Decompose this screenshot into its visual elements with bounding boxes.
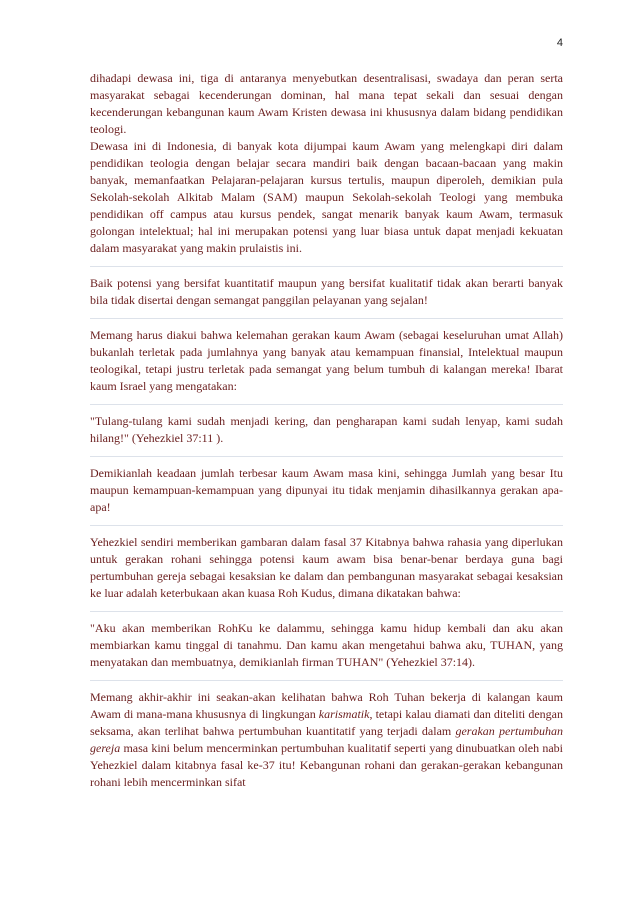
paragraph-9-italic-gerakan: gerakan pertumbuhan gereja — [90, 724, 563, 755]
paragraph-6: Demikianlah keadaan jumlah terbesar kaum Awam masa kini, sehingga Jumlah yang besar Itu maupun kemampuan-kemampuan yang dipunyai itu tidak menjamin dihasilkannya gerakan apa-apa! — [90, 465, 563, 526]
paragraph-9-segment-5: masa kini belum mencerminkan pertumbuhan kualitatif seperti yang dinubuatkan oleh nabi Yehezkiel dalam kitabnya fasal ke-37 itu! Kebangunan rohani dan gerakan-gerakan kebangunan rohani lebih mencerminkan sifat — [90, 741, 563, 789]
paragraph-7: Yehezkiel sendiri memberikan gambaran dalam fasal 37 Kitabnya bahwa rahasia yang diperlukan untuk gerakan rohani sehingga potensi kaum awam bisa benar-benar berdaya guna bagi pertumbuhan gereja sebagai kesaksian ke dalam dan pembangunan masyarakat sebagai kesaksian ke luar adalah keterbukaan akan kuasa Roh Kudus, dimana dikatakan bahwa: — [90, 534, 563, 612]
paragraph-2: Dewasa ini di Indonesia, di banyak kota dijumpai kaum Awam yang melengkapi diri dalam pendidikan teologia dengan belajar secara mandiri baik dengan bacaan-bacaan yang makin banyak, memanfaatkan Pelajaran-pelajaran kursus tertulis, maupun diperoleh, demikian pula Sekolah-sekolah Alkitab Malam (SAM) maupun Sekolah-sekolah Teologi yang membuka pendidikan off campus atau kursus pendek, sangat menarik banyak kaum Awam, termasuk golongan intelektual; hal ini merupakan potensi yang luar biasa untuk dapat menjadi kekuatan dalam masyarakat yang makin prulaistis ini. — [90, 138, 563, 267]
paragraph-9-segment-1: Memang akhir-akhir ini seakan-akan kelihatan bahwa Roh Tuhan bekerja di kalangan kaum Awam di mana-mana khususnya di lingkungan — [90, 690, 563, 721]
body-text — [90, 70, 563, 791]
paragraph-9 — [90, 689, 563, 791]
paragraph-3: Baik potensi yang bersifat kuantitatif maupun yang bersifat kualitatif tidak akan berarti banyak bila tidak disertai dengan semangat panggilan pelayanan yang sejalan! — [90, 275, 563, 319]
page-number: 4 — [556, 37, 563, 49]
quote-yehezkiel-37-11: "Tulang-tulang kami sudah menjadi kering, dan pengharapan kami sudah lenyap, kami sudah hilang!" (Yehezkiel 37:11 ). — [90, 413, 563, 457]
paragraph-1: dihadapi dewasa ini, tiga di antaranya menyebutkan desentralisasi, swadaya dan peran serta masyarakat sebagai kecenderungan dominan, hal mana tepat sekali dan sesuai dengan kecenderungan kebangunan kaum Awam Kristen dewasa ini khususnya dalam bidang pendidikan teologi. — [90, 71, 563, 136]
paragraph-9-segment-3: , tetapi kalau diamati dan diteliti dengan seksama, akan terlihat bahwa pertumbuhan kuantitatif yang terjadi dalam — [90, 707, 564, 738]
paragraph-9-italic-karismatik: karismatik — [318, 707, 370, 721]
quote-yehezkiel-37-14: "Aku akan memberikan RohKu ke dalammu, sehingga kamu hidup kembali dan aku akan membiarkan kamu tinggal di tanahmu. Dan kamu akan mengetahui bahwa aku, TUHAN, yang menyatakan dan membuatnya, demikianlah firman TUHAN" (Yehezkiel 37:14). — [90, 620, 563, 681]
paragraph-4: Memang harus diakui bahwa kelemahan gerakan kaum Awam (sebagai keseluruhan umat Allah) bukanlah terletak pada jumlahnya yang banyak atau kemampuan finansial, Intelektual maupun teologikal, tetapi justru terletak pada semangat yang belum tumbuh di kalangan mereka! Ibarat kaum Israel yang mengatakan: — [90, 327, 563, 405]
